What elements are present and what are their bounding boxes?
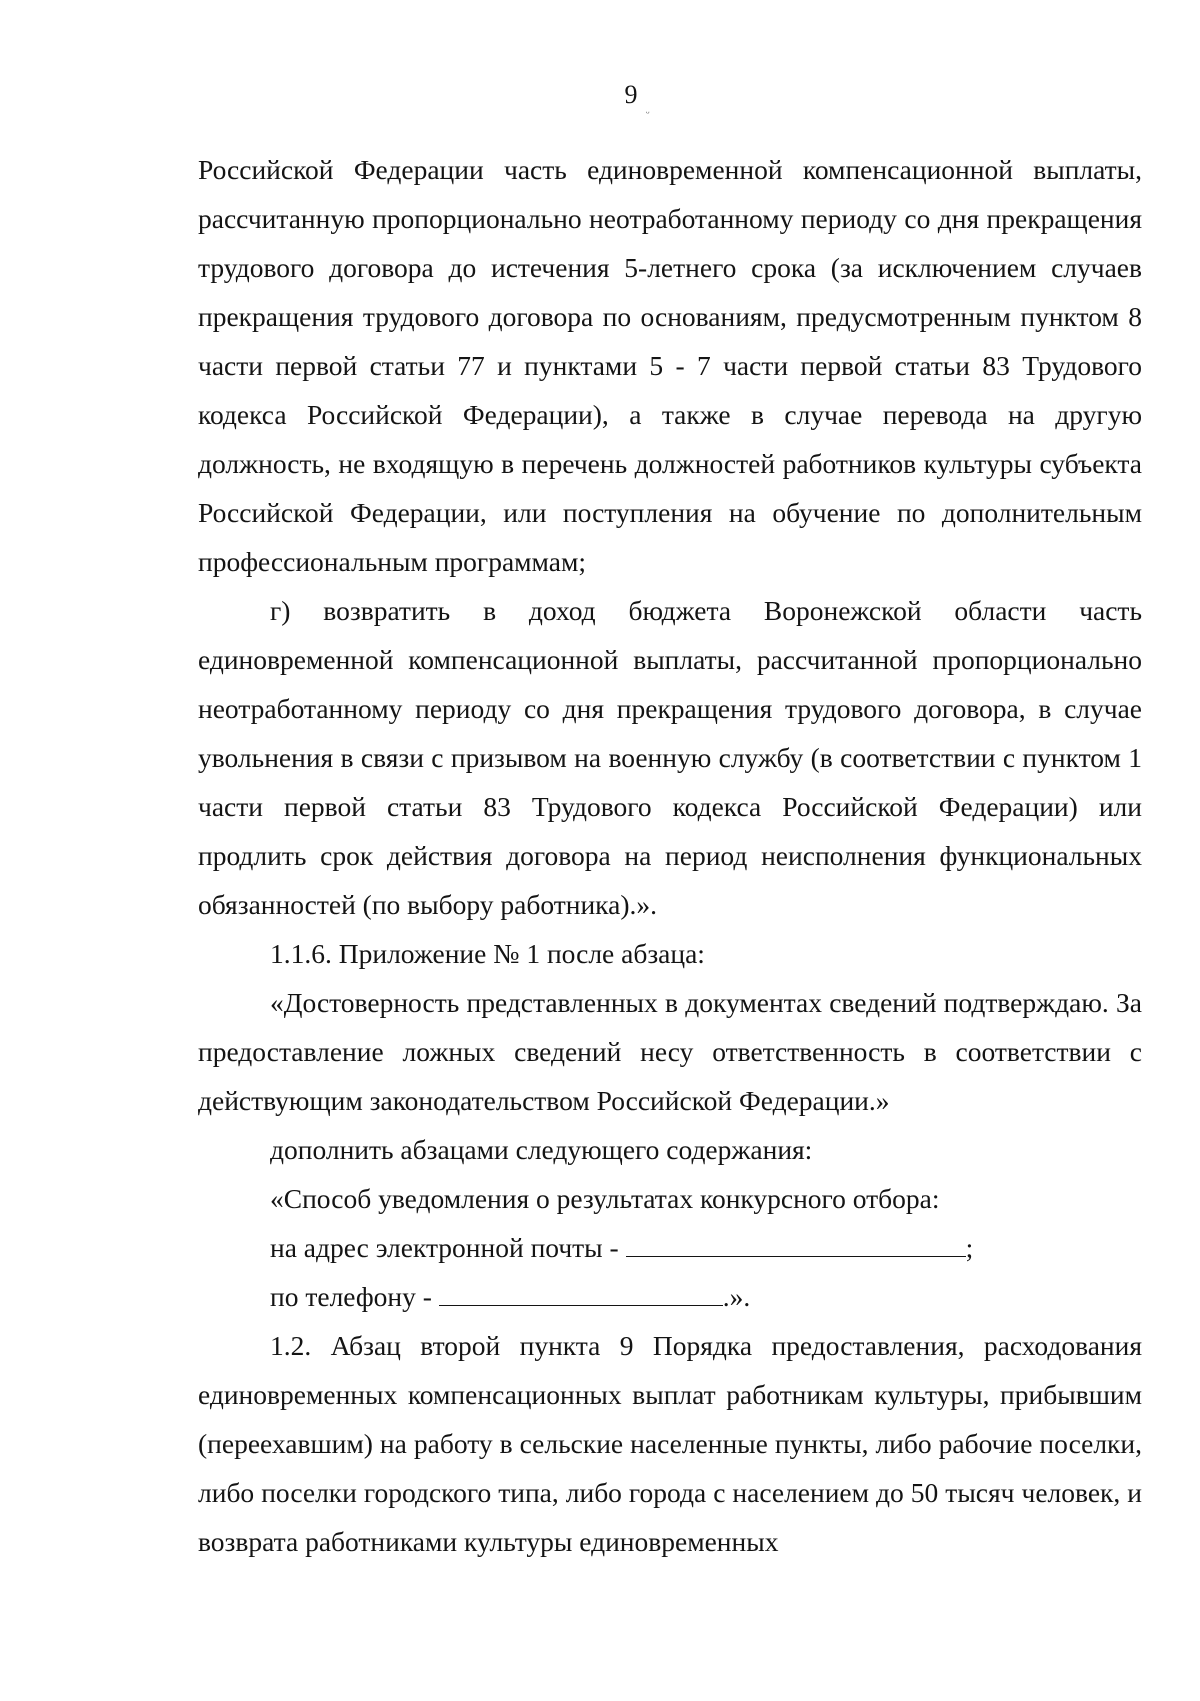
email-suffix: ; <box>965 1232 974 1263</box>
email-label: на адрес электронной почты - <box>270 1232 626 1263</box>
paragraph-email-line <box>198 1223 1142 1272</box>
paragraph-quote-reliability: «Достоверность представленных в документах сведений подтверждаю. За предоставление ложных сведений несу ответственность в соответствии с действующим законодательством Российской Федерации.» <box>198 987 1142 1116</box>
document-body <box>198 145 1142 1566</box>
page-number: 9 <box>624 80 638 109</box>
paragraph-1-2: 1.2. Абзац второй пункта 9 Порядка предоставления, расходования единовременных компенсационных выплат работникам культуры, прибывшим (переехавшим) на работу в сельские населенные пункты, либо рабочие поселки, либо поселки городского типа, либо города с населением до 50 тысяч человек, и возврата работниками культуры единовременных <box>198 1330 1142 1557</box>
paragraph-item-g: г) возвратить в доход бюджета Воронежской области часть единовременной компенсационной выплаты, рассчитанной пропорционально неотработанному периоду со дня прекращения трудового договора, в случае увольнения в связи с призывом на военную службу (в соответствии с пунктом 1 части первой статьи 83 Трудового кодекса Российской Федерации) или продлить срок действия договора на период неисполнения функциональных обязанностей (по выбору работника).». <box>198 595 1142 920</box>
paragraph-notification-method: «Способ уведомления о результатах конкурсного отбора: <box>270 1183 940 1214</box>
phone-blank-field <box>439 1283 723 1306</box>
paragraph-phone-line <box>198 1272 1142 1321</box>
email-blank-field <box>626 1234 966 1257</box>
paragraph-continuation: Российской Федерации часть единовременной компенсационной выплаты, рассчитанную пропорционально неотработанному периоду со дня прекращения трудового договора до истечения 5-летнего срока (за исключением случаев прекращения трудового договора по основаниям, предусмотренным пунктом 8 части первой статьи 77 и пунктами 5 - 7 части первой статьи 83 Трудового кодекса Российской Федерации), а также в случае перевода на другую должность, не входящую в перечень должностей работников культуры субъекта Российской Федерации, или поступления на обучение по дополнительным профессиональным программам; <box>198 154 1142 577</box>
scan-mark: ᵕ <box>646 106 650 120</box>
paragraph-1-1-6: 1.1.6. Приложение № 1 после абзаца: <box>270 938 705 969</box>
paragraph-supplement: дополнить абзацами следующего содержания: <box>270 1134 813 1165</box>
phone-label: по телефону - <box>270 1281 439 1312</box>
phone-suffix: .». <box>722 1281 751 1312</box>
